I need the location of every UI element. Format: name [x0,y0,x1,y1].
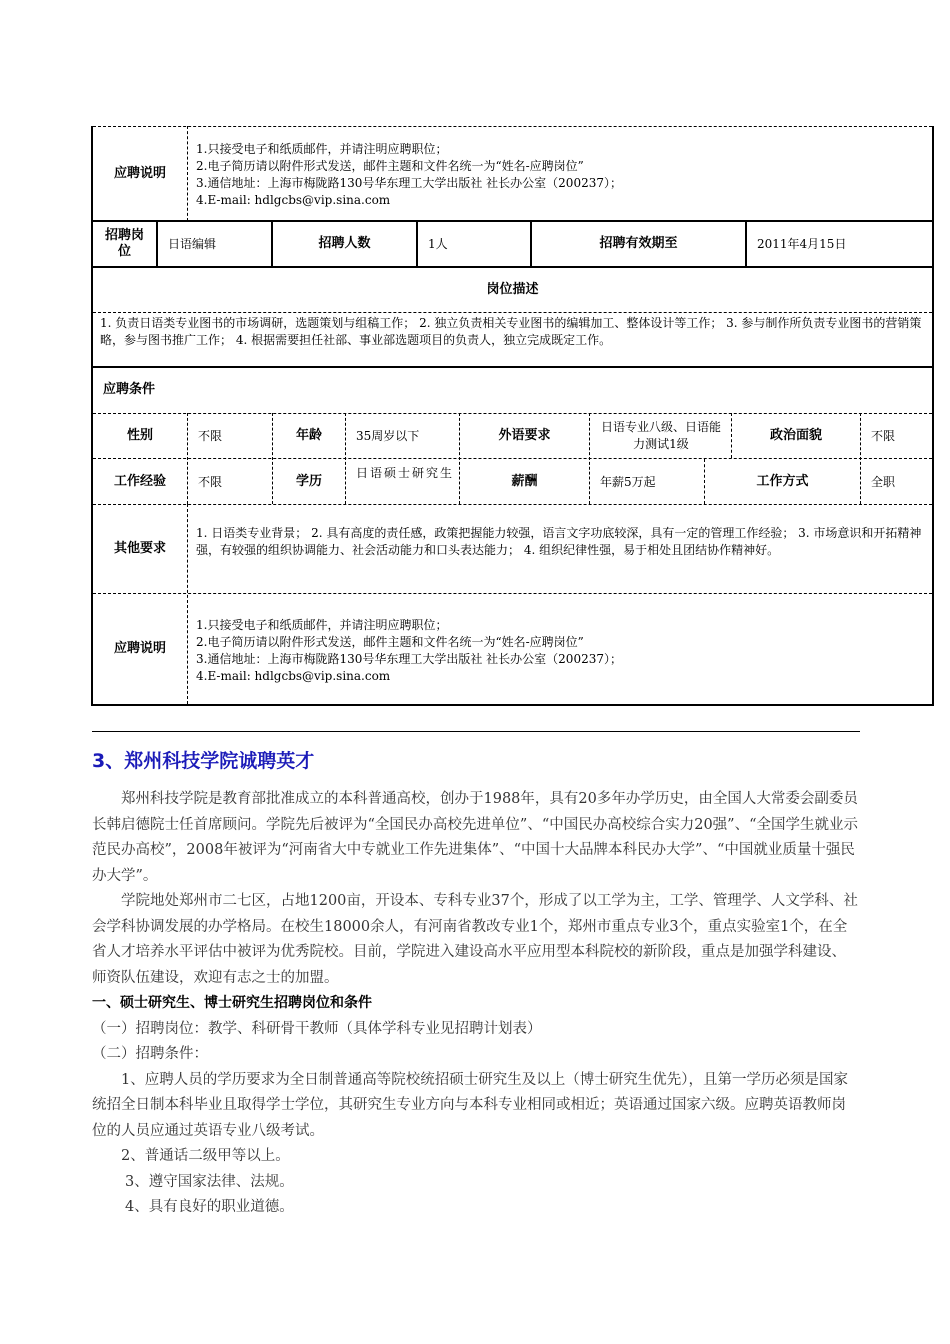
top-notes-text [196,141,926,209]
table-right-border [932,126,934,706]
position-label: 招聘岗位 [105,228,145,259]
salary-label: 薪酬 [511,473,538,489]
recruitment-item-2: （二）招聘条件： [92,1046,208,1062]
bottom-notes-line-3: 3.通信地址：上海市梅陇路130号华东理工大学出版社 社长办公室（200237）； [196,652,622,666]
condition-4: 4、具有良好的职业道德。 [125,1199,294,1215]
deadline-value: 2011年4月15日 [757,237,847,251]
description-header: 岗位描述 [486,282,539,297]
age-value: 35周岁以下 [356,429,420,443]
recruitment-item-1: （一）招聘岗位：教学、科研骨干教师（具体学科专业见招聘计划表） [92,1020,542,1037]
bottom-notes-label: 应聘说明 [113,641,166,656]
top-notes-top-border [93,126,932,127]
other-text: 1. 日语类专业背景； 2. 具有高度的责任感，政策把握能力较强，语言文字功底较深，具有一定的管理工作经验； 3. 市场意识和开拓精神强，有较强的组织协调能力、社会活动能力和口头表达能力； 4. 组织纪律性强，易于相处且团结协作精神好。 [196,526,922,557]
conditions-header: 应聘条件 [103,382,156,397]
other-bottom-divider [93,593,932,594]
top-notes-divider [187,126,188,221]
description-header-divider [93,312,932,313]
table-bottom-border [91,704,934,706]
condition-1: 1、应聘人员的学历要求为全日制普通高等院校统招硕士研究生及以上（博士研究生优先），且第一学历必须是国家统招全日制本科毕业且取得学士学位，其研究生专业方向与本科专业相同或相近；英语通过国家六级。应聘英语教师岗位的人员应通过英语专业八级考试。 [92,1071,848,1139]
section-separator [92,731,860,732]
gender-label: 性别 [126,428,153,443]
politics-value: 不限 [871,429,896,443]
intro-paragraph-2: 学院地处郑州市二七区，占地1200亩，开设本、专科专业37个，形成了以工学为主，工学、管理学、人文学科、社会学科协调发展的办学格局。在校生18000余人，有河南省教改专业1个，郑州市重点专业3个，重点实验室1个，在全省人才培养水平评估中被评为优秀院校。目前，学院进入建设高水平应用型本科院校的新阶段，重点是加强学科建设、师资队伍建设，欢迎有志之士的加盟。 [92,893,858,986]
top-notes-line-1: 1.只接受电子和纸质邮件，并请注明应聘职位； [196,142,448,156]
top-notes-label: 应聘说明 [113,165,166,181]
section-body [92,787,860,1221]
experience-label: 工作经验 [113,473,166,489]
work-mode-value: 全职 [871,474,896,489]
section-title: 3、郑州科技学院诚聘英才 [92,750,315,772]
language-value: 日语专业八级、日语能力测试1级 [600,420,721,451]
heading-recruitment: 一、硕士研究生、博士研究生招聘岗位和条件 [92,995,372,1011]
bottom-notes-line-2: 2.电子简历请以附件形式发送，邮件主题和文件名统一为“姓名-应聘岗位” [196,635,584,649]
politics-label: 政治面貌 [769,428,822,443]
other-divider [187,504,188,704]
top-notes-line-4: 4.E-mail: hdlgcbs@vip.sina.com [196,193,391,207]
education-label: 学历 [295,473,322,489]
work-mode-label: 工作方式 [756,473,809,489]
salary-value: 年薪5万起 [600,474,656,489]
education-value: 日语硕士研究生 [356,466,455,480]
bottom-notes-line-1: 1.只接受电子和纸质邮件，并请注明应聘职位； [196,618,448,632]
description-text: 1. 负责日语类专业图书的市场调研，选题策划与组稿工作； 2. 独立负责相关专业图书的编辑加工、整体设计等工作； 3. 参与制作所负责专业图书的营销策略，参与图书推广工作； 4. 根据需要担任社部、事业部选题项目的负责人，独立完成既定工作。 [100,316,922,347]
count-label: 招聘人数 [318,236,371,251]
intro-paragraph-1: 郑州科技学院是教育部批准成立的本科普通高校，创办于1988年，具有20多年办学历史，由全国人大常委会副委员长韩启德院士任首席顾问。学院先后被评为“全国民办高校先进单位”、“中国民办高校综合实力20强”、“全国学生就业示范民办高校”，2008年被评为“河南省大中专就业工作先进集体”、“中国十大品牌本科民办大学”、“中国就业质量十强民办大学”。 [92,791,859,884]
deadline-label: 招聘有效期至 [599,236,678,251]
row2-bottom-divider [93,504,932,505]
condition-2: 2、普通话二级甲等以上。 [121,1148,290,1164]
top-notes-line-2: 2.电子简历请以附件形式发送，邮件主题和文件名统一为“姓名-应聘岗位” [196,159,584,173]
top-notes-line-3: 3.通信地址：上海市梅陇路130号华东理工大学出版社 社长办公室（200237）； [196,176,622,190]
gender-value: 不限 [198,429,223,443]
bottom-notes-text [196,617,926,685]
language-label: 外语要求 [498,428,551,443]
other-label: 其他要求 [113,541,166,556]
position-value: 日语编辑 [168,237,217,251]
bottom-notes-line-4: 4.E-mail: hdlgcbs@vip.sina.com [196,669,391,683]
age-label: 年龄 [295,428,322,443]
count-value: 1人 [428,237,448,251]
condition-3: 3、遵守国家法律、法规。 [125,1173,294,1190]
experience-value: 不限 [198,474,223,489]
